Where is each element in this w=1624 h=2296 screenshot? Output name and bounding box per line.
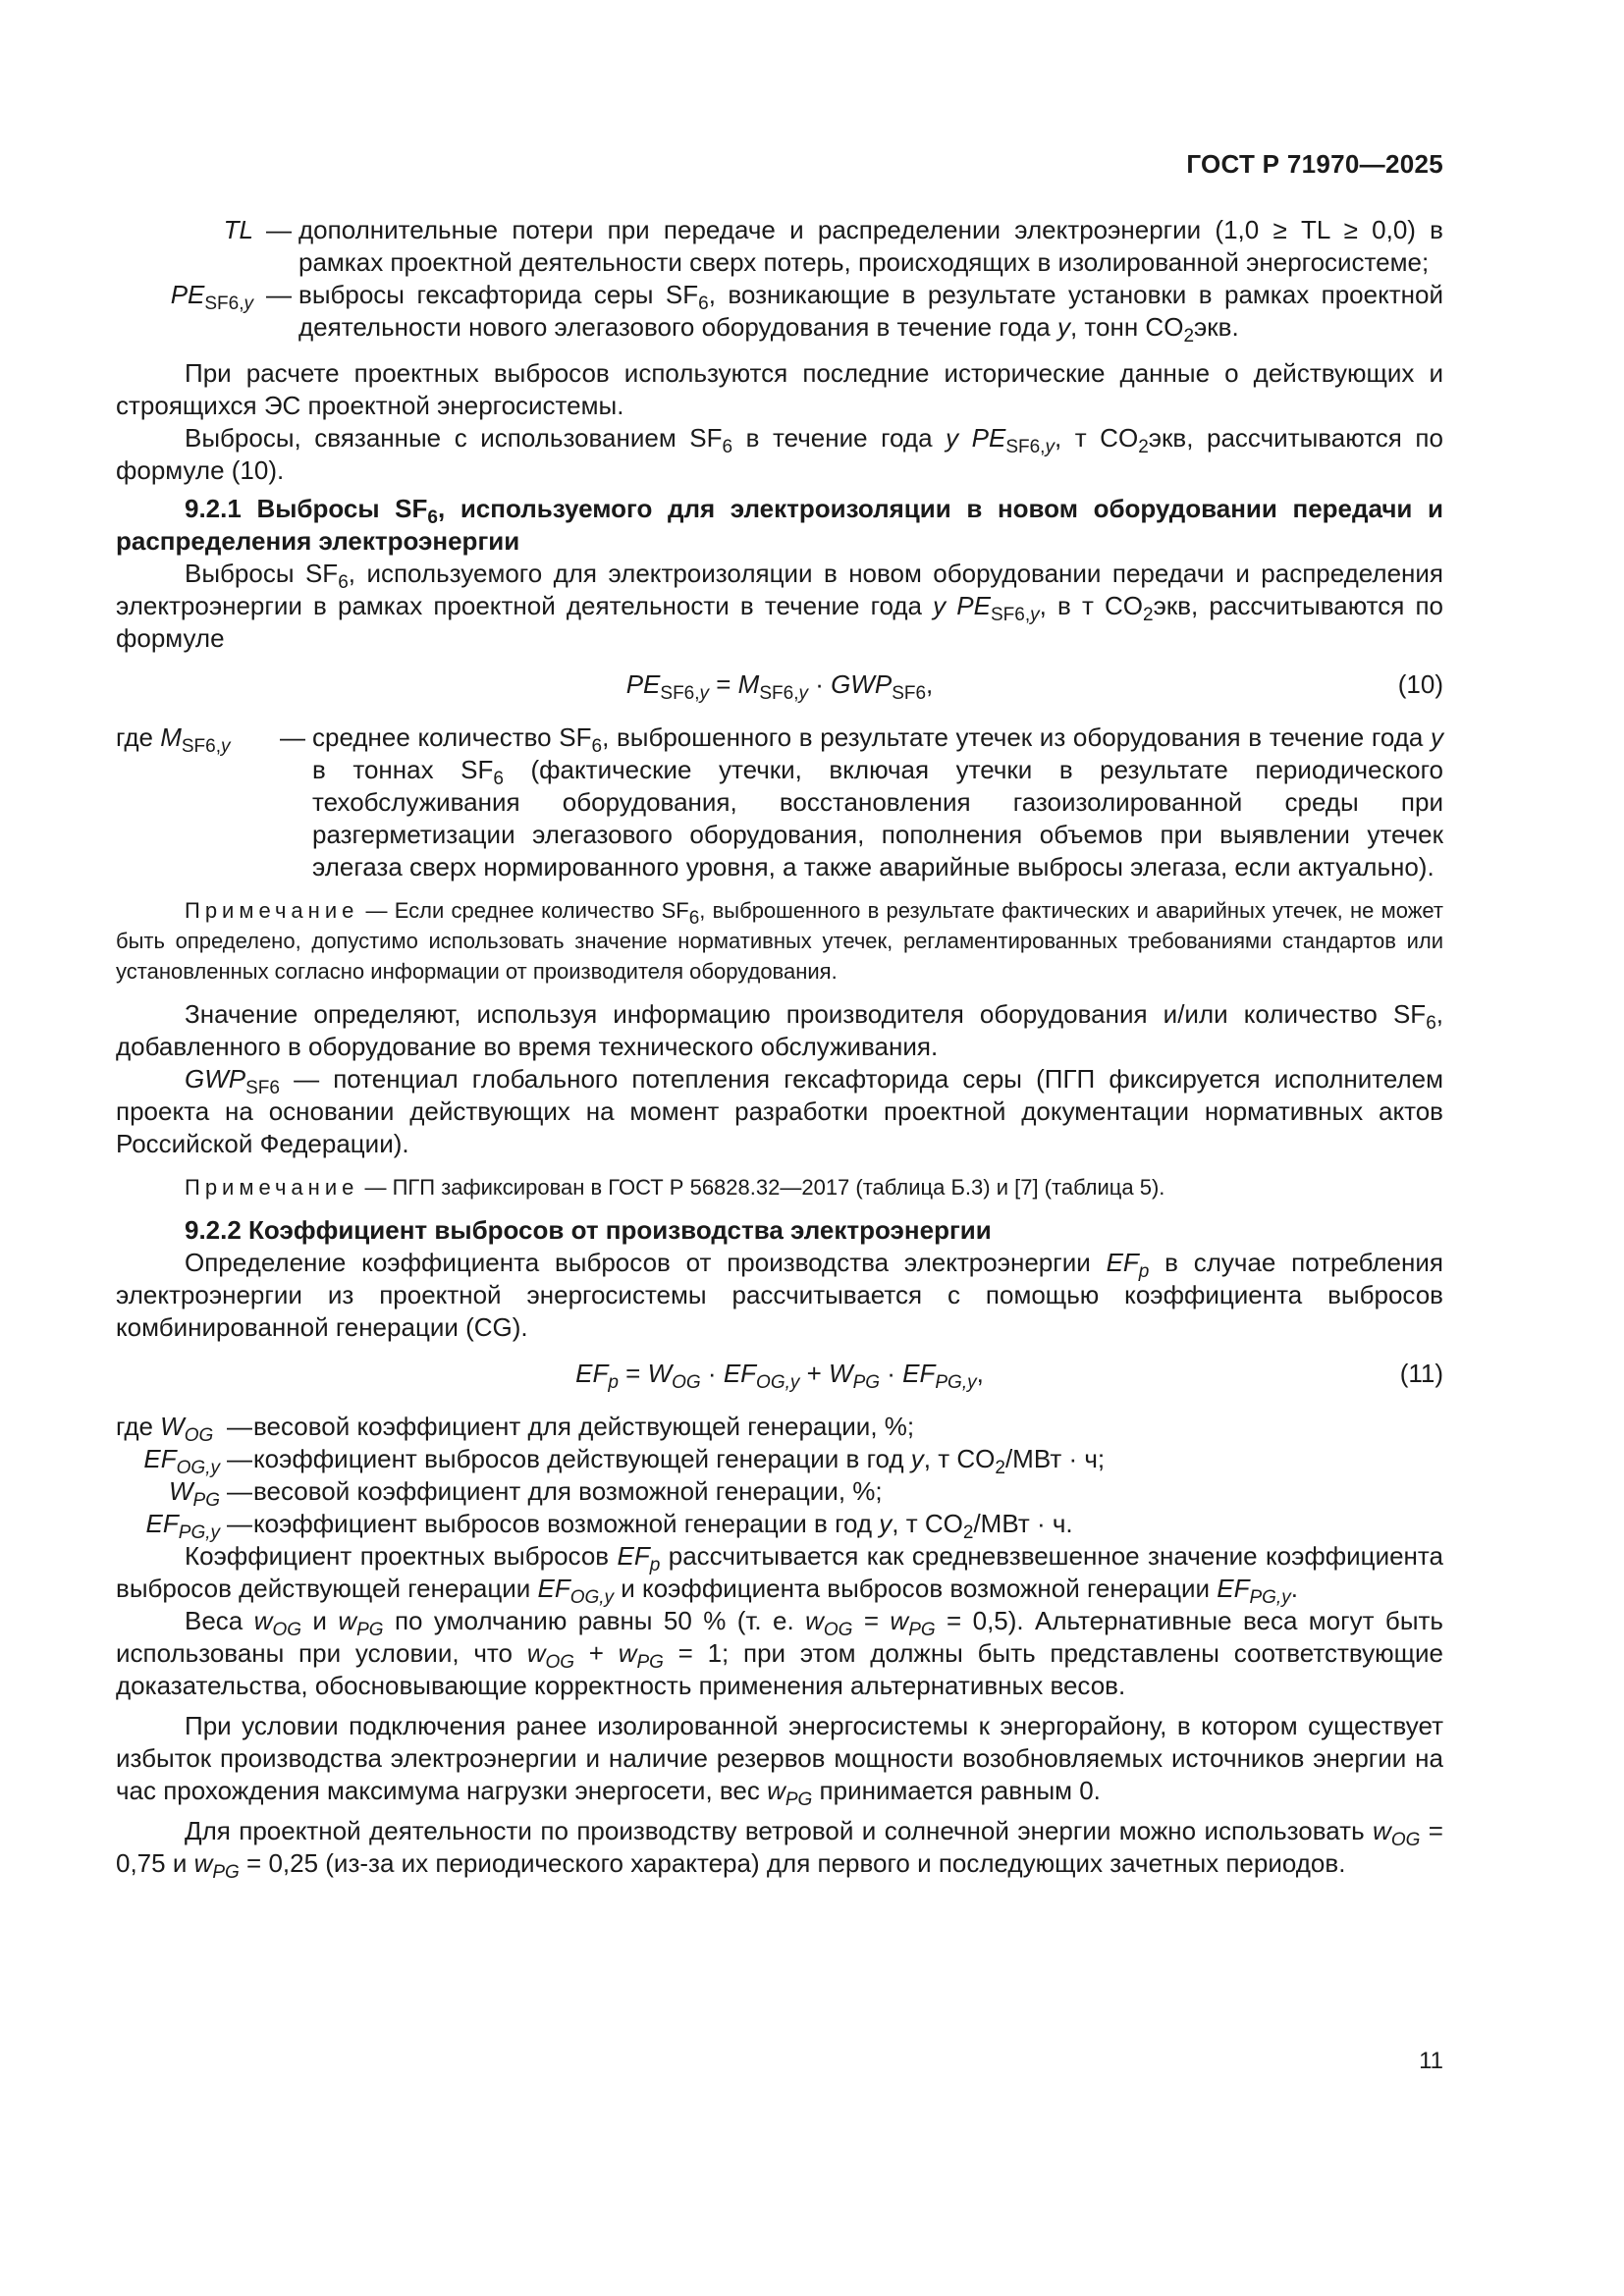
paragraph-ef-definition: Определение коэффициента выбросов от производства электроэнергии $EF_p$ в случае потребления электроэнергии из проектной энергосистемы рассчитывается с помощью коэффициента выбросов комбинированной генерации (CG).	[116, 1248, 1443, 1342]
paragraph-sf6-insulation: Выбросы $SF_6$, используемого для электроизоляции в новом оборудовании передачи и распределения электроэнергии в рамках проектной деятельности в течение года y $PE_{SF6,y}$, в т $CO_2экв$, рассчитываются по формуле	[116, 559, 1443, 653]
page-number: 11	[1419, 2048, 1443, 2074]
definition-text: дополнительные потери при передаче и распределении электроэнергии (1,0 ≥ TL ≥ 0,0) в рамках проектной деятельности сверх потерь, происходящих в изолированной энергосистеме;	[298, 215, 1443, 277]
definition-tl	[116, 214, 1443, 279]
definition-symbol: $W_{PG}$	[169, 1476, 220, 1511]
definition-m-sf6	[116, 721, 1443, 883]
section-heading-9-2-2: 9.2.2 Коэффициент выбросов от производства электроэнергии	[185, 1215, 992, 1245]
definition-ef-pg	[116, 1508, 1443, 1543]
definition-dash: —	[227, 1444, 252, 1473]
document-header: ГОСТ Р 71970—2025	[1186, 149, 1443, 179]
paragraph-value-determination: Значение определяют, используя информацию производителя оборудования и/или количество $SF_6$, добавленного в оборудование во время технического обслуживания.	[116, 999, 1443, 1061]
definition-dash: —	[280, 722, 305, 752]
definition-dash: —	[227, 1412, 252, 1441]
paragraph-sf6-emissions: Выбросы, связанные с использованием $SF_6$ в течение года y $PE_{SF6,y}$, т $CO_2экв$, рассчитываются по формуле (10).	[116, 423, 1443, 485]
formula-expression: $PE_{SF6,y} = M_{SF6,y} \cdot GWP_{SF6}$,	[625, 669, 934, 704]
definition-w-pg	[116, 1475, 1443, 1511]
formula-11	[116, 1358, 1443, 1401]
document-page	[116, 0, 1443, 2296]
definition-ef-og	[116, 1443, 1443, 1478]
paragraph-weighted-average: Коэффициент проектных выбросов $EF_p$ рассчитывается как средневзвешенное значение коэффициента выбросов действующей генерации $EF_{OG,y}$ и коэффициента выбросов возможной генерации $EF_{PG,y}$.	[116, 1541, 1443, 1608]
document-body	[116, 214, 1444, 1883]
definition-text: среднее количество $SF_6$, выброшенного в результате утечек из оборудования в течение года y в тоннах $SF_6$ (фактические утечки, включая утечки в результате периодического техобслуживания оборудования, восстановления газоизолированной среды при разгерметизации элегазового оборудования, пополнения объемов при выявлении утечек элегаза сверх нормированного уровня, а также аварийные выбросы элегаза, если актуально).	[312, 722, 1444, 881]
note-gwp-fixed: Примечание — ПГП зафиксирован в ГОСТ Р 56828.32—2017 (таблица Б.3) и [7] (таблица 5).	[185, 1175, 1165, 1200]
definition-symbol: $PE_{SF6,y}$	[170, 280, 253, 314]
definition-symbol: TL	[223, 215, 253, 244]
definition-symbol: где $W_{OG}$	[116, 1412, 214, 1446]
section-heading-9-2-1: 9.2.1 Выбросы $SF_6$, используемого для электроизоляции в новом оборудовании передачи и распределения электроэнергии	[116, 494, 1444, 556]
note-leak-values: Примечание — Если среднее количество $SF_6$, выброшенного в результате фактических и аварийных утечек, не может быть определено, допустимо использовать значение нормативных утечек, регламентированных требованиями стандартов или установленных согласно информации от производителя оборудования.	[116, 898, 1444, 984]
definition-text: выбросы гексафторида серы $SF_6$, возникающие в результате установки в рамках проектной деятельности нового элегазового оборудования в течение года y, тонн $CO_2экв$.	[298, 280, 1444, 347]
definition-dash: —	[266, 215, 292, 244]
definition-dash: —	[266, 280, 292, 309]
definition-symbol: $EF_{OG,y}$	[143, 1444, 220, 1478]
paragraph-isolated-system: При условии подключения ранее изолированной энергосистемы к энергорайону, в котором существует избыток производства электроэнергии и наличие резервов мощности возобновляемых источников энергии на час прохождения максимума нагрузки энергосети, вес $w_{PG}$ принимается равным 0.	[116, 1711, 1443, 1810]
formula-number: (11)	[1399, 1359, 1443, 1388]
definition-dash: —	[227, 1509, 252, 1538]
definition-text: весовой коэффициент для действующей генерации, %;	[253, 1412, 915, 1441]
definition-w-og	[116, 1411, 1443, 1446]
formula-expression: $EF_p = W_{OG} \cdot EF_{OG,y} + W_{PG} \cdot EF_{PG,y}$,	[575, 1359, 984, 1393]
paragraph-weights: Веса $w_{OG}$ и $w_{PG}$ по умолчанию равны 50 % (т. е. $w_{OG} = w_{PG} = 0,5$). Альтернативные веса могут быть использованы при условии, что $w_{OG} + w_{PG} = 1$; при этом должны быть представлены соответствующие доказательства, обосновывающие корректность применения альтернативных весов.	[116, 1606, 1443, 1700]
formula-number: (10)	[1397, 669, 1443, 699]
definition-text: коэффициент выбросов возможной генерации в год y, т $CO_2$/МВт · ч.	[253, 1509, 1073, 1543]
paragraph-gwp: $GWP_{SF6}$ — потенциал глобального потепления гексафторида серы (ПГП фиксируется исполнителем проекта на основании действующих на момент разработки проектной документации нормативных актов Российской Федерации).	[116, 1064, 1443, 1158]
paragraph-historical-data: При расчете проектных выбросов используются последние исторические данные о действующих и строящихся ЭС проектной энергосистемы.	[116, 358, 1443, 420]
definition-pe-sf6	[116, 279, 1444, 347]
formula-10	[116, 668, 1443, 712]
definition-symbol: $EF_{PG,y}$	[145, 1509, 220, 1543]
definition-text: весовой коэффициент для возможной генерации, %;	[253, 1476, 883, 1506]
definition-text: коэффициент выбросов действующей генерации в год y, т $CO_2$/МВт · ч;	[253, 1444, 1106, 1478]
definition-symbol: где $M_{SF6,y}$	[116, 722, 231, 757]
paragraph-wind-solar: Для проектной деятельности по производству ветровой и солнечной энергии можно использовать $w_{OG} = 0,75$ и $w_{PG} = 0,25$ (из-за их периодического характера) для первого и последующих зачетных периодов.	[116, 1816, 1443, 1883]
definition-dash: —	[227, 1476, 252, 1506]
